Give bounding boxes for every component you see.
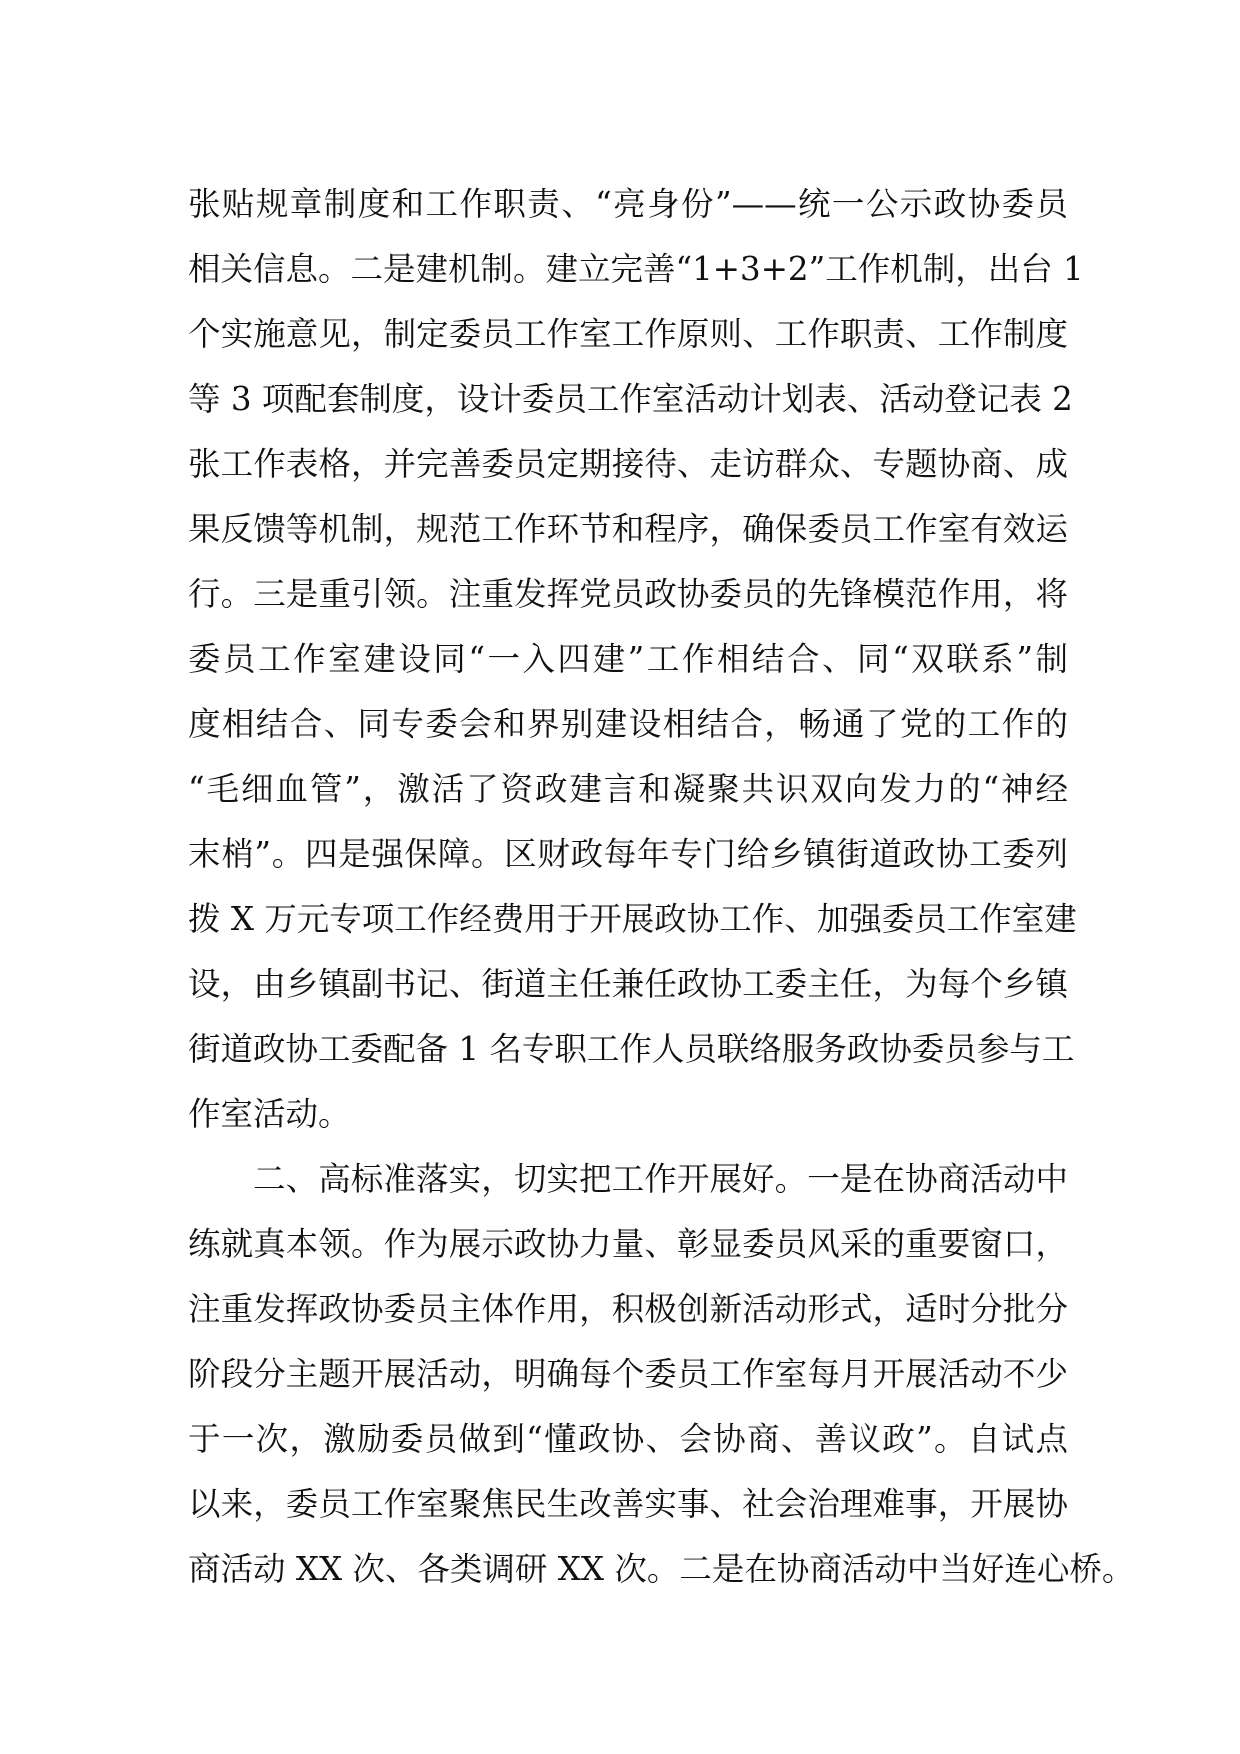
text-line: 果反馈等机制，规范工作环节和程序，确保委员工作室有效运	[188, 510, 1068, 548]
text-line: “毛细血管”，激活了资政建言和凝聚共识双向发力的“神经	[188, 770, 1068, 808]
text-line: 设，由乡镇副书记、街道主任兼任政协工委主任，为每个乡镇	[188, 965, 1068, 1003]
text-line: 度相结合、同专委会和界别建设相结合，畅通了党的工作的	[188, 705, 1068, 743]
text-line: 末梢”。四是强保障。区财政每年专门给乡镇街道政协工委列	[188, 835, 1068, 873]
text-line: 于一次，激励委员做到“懂政协、会协商、善议政”。自试点	[188, 1420, 1068, 1458]
text-line: 阶段分主题开展活动，明确每个委员工作室每月开展活动不少	[188, 1355, 1068, 1393]
text-line: 商活动 XX 次、各类调研 XX 次。二是在协商活动中当好连心桥。	[188, 1550, 1135, 1588]
text-line: 以来，委员工作室聚焦民生改善实事、社会治理难事，开展协	[188, 1485, 1068, 1523]
paragraph-start-line: 二、高标准落实，切实把工作开展好。一是在协商活动中	[253, 1160, 1068, 1198]
text-line: 委员工作室建设同“一入四建”工作相结合、同“双联系”制	[188, 640, 1068, 678]
text-line: 个实施意见，制定委员工作室工作原则、工作职责、工作制度	[188, 315, 1068, 353]
paragraph-end-line: 作室活动。	[188, 1095, 351, 1133]
text-line: 拨 X 万元专项工作经费用于开展政协工作、加强委员工作室建	[188, 900, 1077, 938]
text-line: 张工作表格，并完善委员定期接待、走访群众、专题协商、成	[188, 445, 1068, 483]
text-line: 行。三是重引领。注重发挥党员政协委员的先锋模范作用，将	[188, 575, 1068, 613]
text-line: 街道政协工委配备 1 名专职工作人员联络服务政协委员参与工	[188, 1030, 1075, 1068]
text-line: 张贴规章制度和工作职责、“亮身份”——统一公示政协委员	[188, 185, 1068, 223]
document-body	[188, 172, 1135, 1602]
text-line: 等 3 项配套制度，设计委员工作室活动计划表、活动登记表 2	[188, 380, 1073, 418]
text-line: 相关信息。二是建机制。建立完善“1+3+2”工作机制，出台 1	[188, 250, 1084, 288]
text-line: 注重发挥政协委员主体作用，积极创新活动形式，适时分批分	[188, 1290, 1068, 1328]
text-line: 练就真本领。作为展示政协力量、彰显委员风采的重要窗口，	[188, 1225, 1068, 1263]
